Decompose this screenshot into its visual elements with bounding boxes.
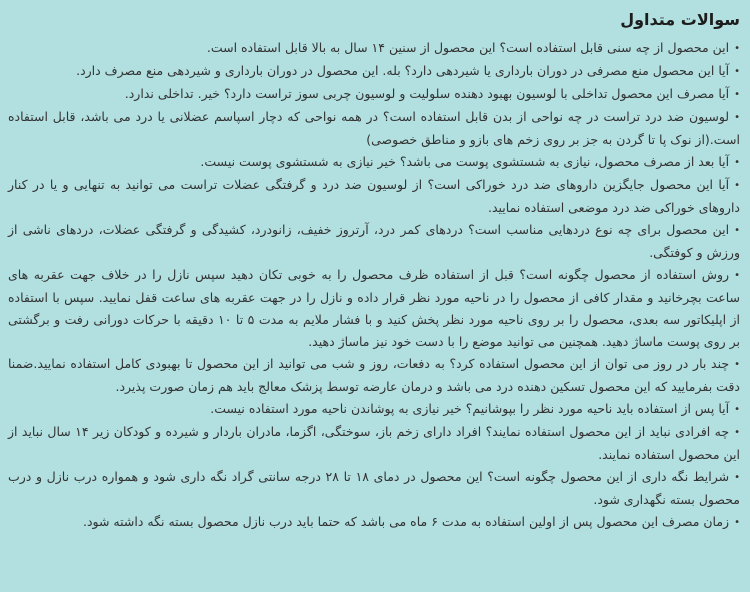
faq-item: • این محصول برای چه نوع دردهایی مناسب است؟ دردهای کمر درد، آرتروز خفیف، زانودرد، کشیدگی و گرفتگی عضلات، دردهای ناشی از ورزش و کوفتگی. [8,219,740,264]
faq-item: • روش استفاده از محصول چگونه است؟ قبل از استفاده ظرف محصول را به خوبی تکان دهید سپس نازل را در خلاف جهت عقربه های ساعت بچرخانید و مقدار کافی از محصول را در ناحیه مورد نظر قرار داده و نازل را در جهت عقربه های ساعت قفل نمایید. سپس با استفاده از اپلیکاتور سه بعدی، محصول را بر روی ناحیه مورد نظر پخش کنید و با فشار ملایم به مدت ۵ تا ۱۰ دقیقه با حرکات دورانی رفت و برگشتی بر روی پوست ماساژ دهید. همچنین می توانید موضع را با دست خود نیز ماساژ دهید. [8,264,740,353]
faq-item: • آیا این محصول جایگزین داروهای ضد درد خوراکی است؟ از لوسیون ضد درد و گرفتگی عضلات تراست می توانید به تنهایی و یا در کنار داروهای خوراکی ضد درد موضعی استفاده نمایید. [8,174,740,219]
page-title: سوالات متداول [620,10,740,29]
faq-item: • آیا بعد از مصرف محصول، نیازی به شستشوی پوست می باشد؟ خیر نیازی به شستشوی پوست نیست. [8,151,740,174]
faq-item: • چند بار در روز می توان از این محصول استفاده کرد؟ به دفعات، روز و شب می توانید از این محصول تا بهبودی کامل استفاده نمایید.ضمنا دقت بفرمایید که این محصول تسکین دهنده درد می باشد و درمان عارضه توسط پزشک معالج باید هم زمان صورت پذیرد. [8,353,740,398]
faq-item: • شرایط نگه داری از این محصول چگونه است؟ این محصول در دمای ۱۸ تا ۲۸ درجه سانتی گراد نگه داری شود و همواره درب نازل و درب محصول بسته نگهداری شود. [8,466,740,511]
faq-item: • لوسیون ضد درد تراست در چه نواحی از بدن قابل استفاده است؟ در همه نواحی که دچار اسپاسم عضلانی یا درد می باشد، قابل استفاده است.(از نوک پا تا گردن به جز بر روی زخم های بازو و مناطق خصوصی) [8,106,740,151]
faq-item: • آیا مصرف این محصول تداخلی با لوسیون بهبود دهنده سلولیت و لوسیون چربی سوز تراست دارد؟ خیر. تداخلی ندارد. [8,83,740,106]
faq-item: • زمان مصرف این محصول پس از اولین استفاده به مدت ۶ ماه می باشد که حتما باید درب نازل محصول بسته نگه داشته شود. [8,511,740,534]
faq-item: • آیا این محصول منع مصرفی در دوران بارداری یا شیردهی دارد؟ بله. این محصول در دوران بارداری و شیردهی منع مصرف دارد. [8,60,740,83]
faq-item: • آیا پس از استفاده باید ناحیه مورد نظر را بپوشانیم؟ خیر نیازی به پوشاندن ناحیه مورد استفاده نیست. [8,398,740,421]
faq-item: • این محصول از چه سنی قابل استفاده است؟ این محصول از سنین ۱۴ سال به بالا قابل استفاده است. [8,37,740,60]
faq-list [8,37,740,534]
faq-item: • چه افرادی نباید از این محصول استفاده نمایند؟ افراد دارای زخم باز، سوختگی، اگزما، مادران باردار و شیرده و کودکان زیر ۱۴ سال نباید از این محصول استفاده نمایند. [8,421,740,466]
